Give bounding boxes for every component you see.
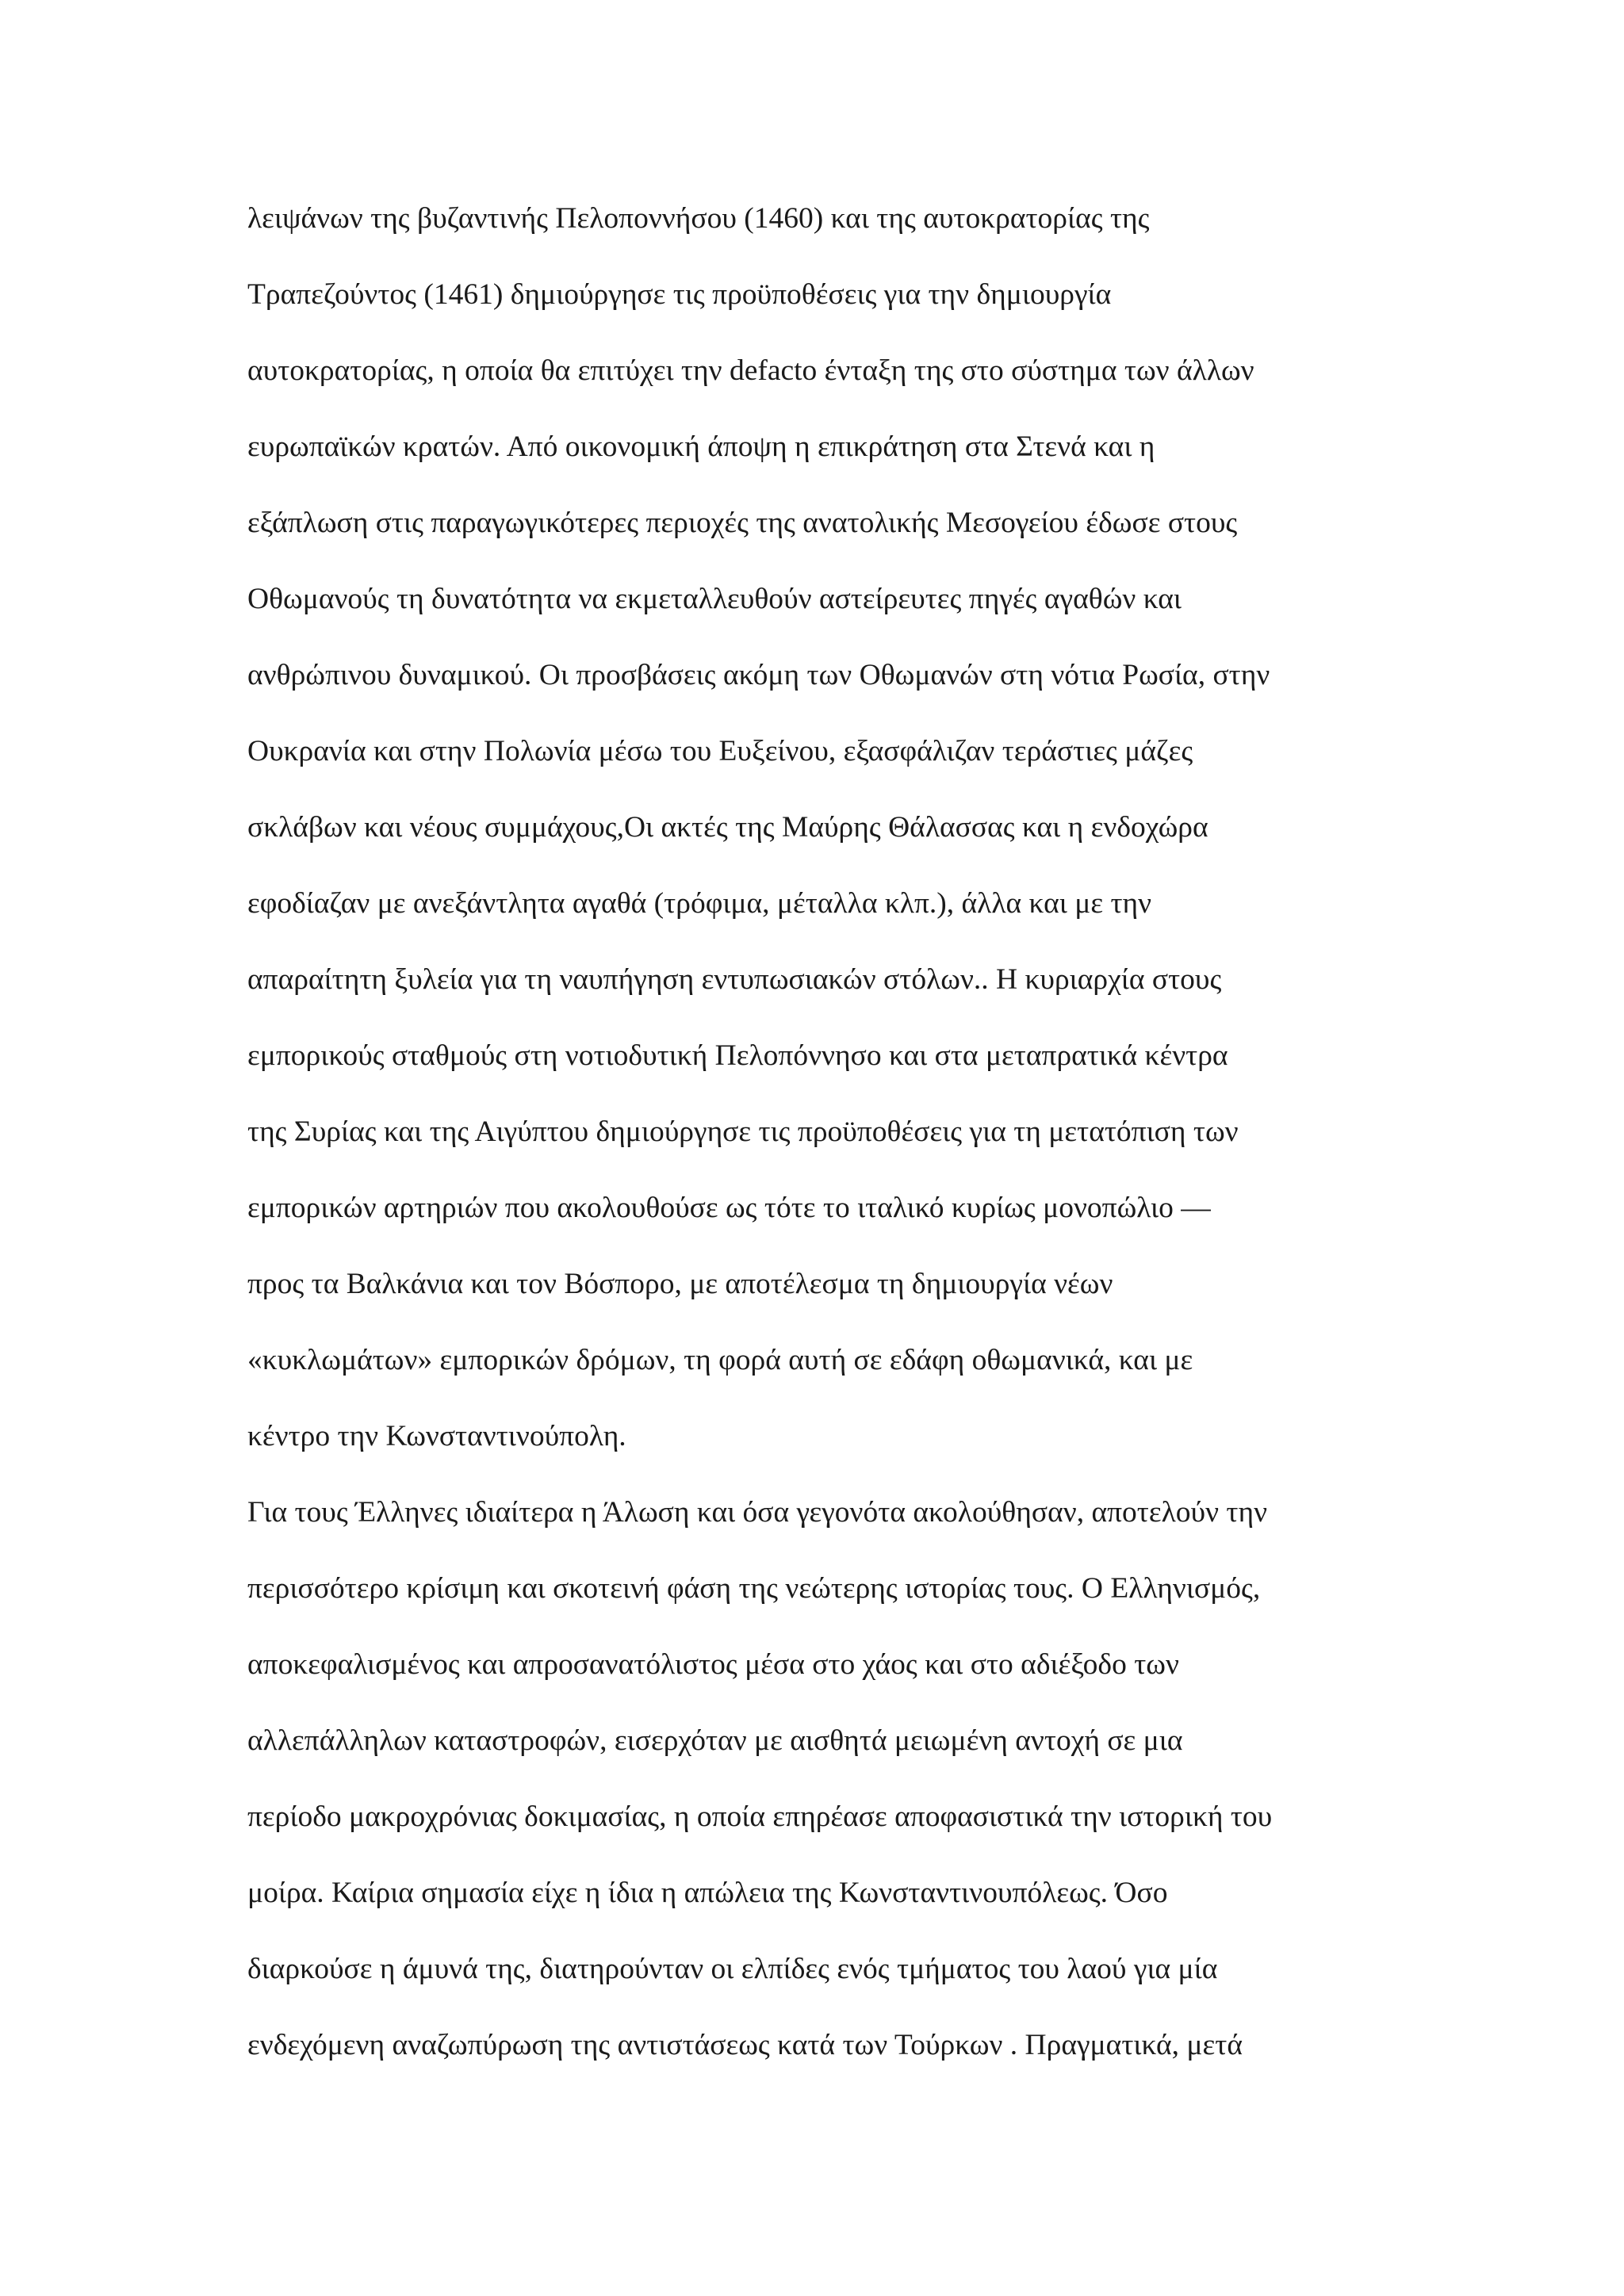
text-line: της Συρίας και της Αιγύπτου δημιούργησε τις προϋποθέσεις για τη μετατόπιση των xyxy=(247,1115,1239,1148)
text-line: διαρκούσε η άμυνά της, διατηρούνταν οι ελπίδες ενός τμήματος του λαού για μία xyxy=(247,1953,1218,1985)
text-line: λειψάνων της βυζαντινής Πελοποννήσου (1460) και της αυτοκρατορίας της xyxy=(247,202,1150,235)
text-line: Τραπεζούντος (1461) δημιούργησε τις προϋποθέσεις για την δημιουργία xyxy=(247,278,1112,311)
text-line: Για τους Έλληνες ιδιαίτερα η Άλωση και όσα γεγονότα ακολούθησαν, αποτελούν την xyxy=(247,1496,1268,1529)
text-line: ανθρώπινου δυναμικού. Οι προσβάσεις ακόμη των Οθωμανών στη νότια Ρωσία, στην xyxy=(247,659,1270,691)
text-line: εμπορικούς σταθμούς στη νοτιοδυτική Πελοπόννησο και στα μεταπρατικά κέντρα xyxy=(247,1039,1228,1072)
text-line: αυτοκρατορίας, η οποία θα επιτύχει την defacto ένταξη της στο σύστημα των άλλων xyxy=(247,354,1254,387)
text-line: Ουκρανία και στην Πολωνία μέσω του Ευξείνου, εξασφάλιζαν τεράστιες μάζες xyxy=(247,735,1193,767)
paragraph-2 xyxy=(247,1475,1405,2084)
text-line: κέντρο την Κωνσταντινούπολη. xyxy=(247,1420,626,1452)
text-line: αποκεφαλισμένος και απροσανατόλιστος μέσα στο χάος και στο αδιέξοδο των xyxy=(247,1648,1179,1681)
text-line: μοίρα. Καίρια σημασία είχε η ίδια η απώλεια της Κωνσταντινουπόλεως. Όσο xyxy=(247,1877,1168,1909)
text-line: προς τα Βαλκάνια και τον Βόσπορο, με αποτέλεσμα τη δημιουργία νέων xyxy=(247,1268,1113,1300)
text-line: Οθωμανούς τη δυνατότητα να εκμεταλλευθούν αστείρευτες πηγές αγαθών και xyxy=(247,583,1182,615)
text-line: περισσότερο κρίσιμη και σκοτεινή φάση της νεώτερης ιστορίας τους. Ο Ελληνισμός, xyxy=(247,1572,1261,1605)
paragraph-1 xyxy=(247,181,1405,1475)
text-line: σκλάβων και νέους συμμάχους,Οι ακτές της Μαύρης Θάλασσας και η ενδοχώρα xyxy=(247,811,1208,844)
text-line: ευρωπαϊκών κρατών. Από οικονομική άποψη η επικράτηση στα Στενά και η xyxy=(247,430,1155,463)
text-line: περίοδο μακροχρόνιας δοκιμασίας, η οποία επηρέασε αποφασιστικά την ιστορική του xyxy=(247,1800,1273,1833)
text-line: «κυκλωμάτων» εμπορικών δρόμων, τη φορά αυτή σε εδάφη οθωμανικά, και με xyxy=(247,1344,1193,1376)
text-line: αλλεπάλληλων καταστροφών, εισερχόταν με αισθητά μειωμένη αντοχή σε μια xyxy=(247,1724,1183,1757)
text-line: εξάπλωση στις παραγωγικότερες περιοχές της ανατολικής Μεσογείου έδωσε στους xyxy=(247,507,1238,539)
text-line: απαραίτητη ξυλεία για τη ναυπήγηση εντυπωσιακών στόλων.. Η κυριαρχία στους xyxy=(247,963,1222,996)
text-line: εφοδίαζαν με ανεξάντλητα αγαθά (τρόφιμα, μέταλλα κλπ.), άλλα και με την xyxy=(247,887,1152,920)
text-line: ενδεχόμενη αναζωπύρωση της αντιστάσεως κατά των Τούρκων . Πραγματικά, μετά xyxy=(247,2029,1243,2061)
text-line: εμπορικών αρτηριών που ακολουθούσε ως τότε το ιταλικό κυρίως μονοπώλιο — xyxy=(247,1192,1211,1224)
